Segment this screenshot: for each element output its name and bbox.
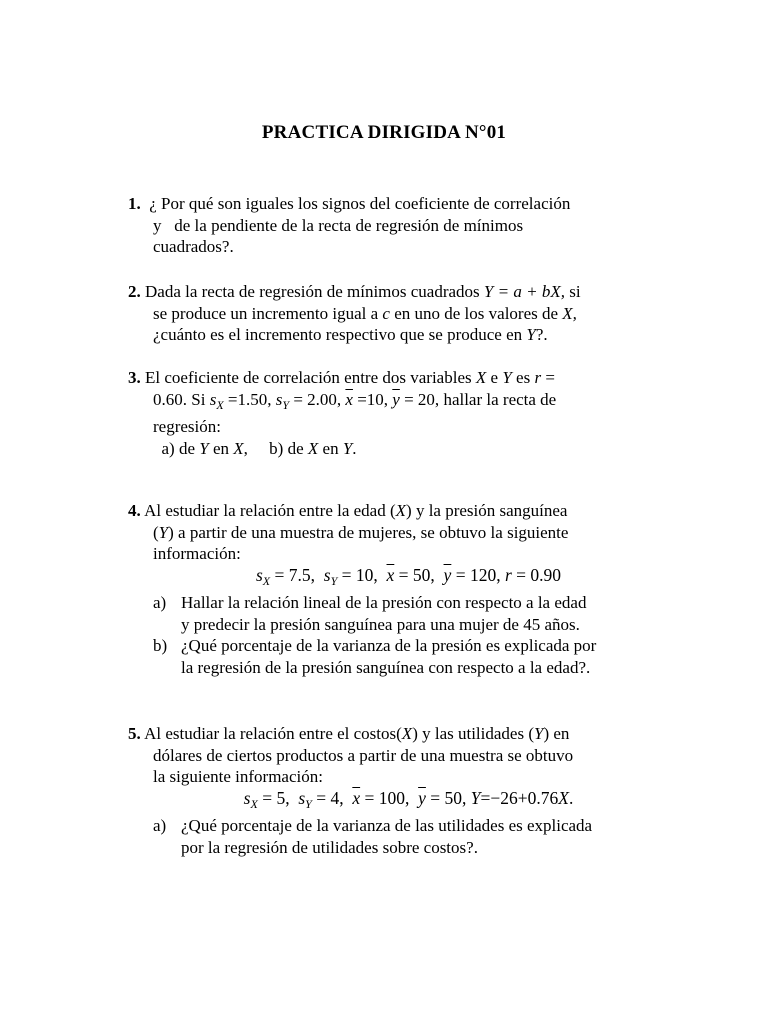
question-5-text — [128, 723, 664, 788]
variable: X — [395, 501, 407, 520]
text-run: . — [568, 787, 574, 808]
question-number: 4. — [128, 501, 141, 520]
text-run: es — [511, 368, 535, 387]
text-run: = 50, — [425, 787, 471, 808]
given-values-formula — [128, 788, 664, 816]
text-run: en uno de los valores de — [389, 303, 563, 323]
variable: X — [475, 368, 487, 387]
text-run: = 4, — [311, 787, 353, 808]
text-run: y predecir la presión sanguínea para una mujer de 45 años. — [181, 614, 580, 634]
text-run: ) en — [543, 724, 570, 743]
text-run: ) a partir de una muestra de mujeres, se obtuvo la siguiente — [168, 522, 569, 542]
text-run: ?. — [535, 325, 548, 344]
sub-item-label: b) — [153, 636, 168, 655]
subscript: Y — [330, 573, 338, 588]
variable: X — [233, 438, 244, 458]
text-run: = 120, — [451, 564, 505, 585]
sub-item-a — [128, 815, 664, 858]
sub-item-text — [181, 592, 664, 635]
text-run: Al estudiar la relación entre la edad ( — [144, 501, 396, 520]
text-run: . — [352, 438, 357, 458]
text-run: hallar la recta de — [439, 389, 557, 409]
question-1-line-1: ¿ Por qué son iguales los signos del coeficiente de correlación — [149, 194, 571, 213]
mean-variable: $\overline{y}$ — [418, 787, 426, 808]
mean-variable: $\overline{y}$ — [392, 389, 400, 409]
question-number: 5. — [128, 724, 141, 743]
text-run: = 0.90 — [511, 564, 562, 585]
variable: s — [323, 564, 331, 585]
text-run: la regresión de la presión sanguínea con respecto a la edad?. — [181, 657, 591, 677]
sub-item-b — [128, 635, 664, 678]
variable: s — [209, 389, 217, 409]
text-run: = — [541, 368, 555, 387]
question-3-text — [128, 367, 664, 459]
variable: r — [534, 368, 542, 387]
text-run: El coeficiente de correlación entre dos variables — [145, 368, 476, 387]
variable: X — [307, 438, 319, 458]
subscript: Y — [282, 397, 290, 412]
question-number: 3. — [128, 368, 141, 387]
text-run: e — [486, 368, 503, 387]
variable: Y — [526, 325, 536, 344]
text-run: Al estudiar la relación entre el costos( — [144, 724, 402, 743]
text-run: la siguiente información: — [153, 767, 323, 786]
text-run: en — [208, 438, 234, 458]
text-run: Dada la recta de regresión de mínimos cuadrados — [145, 282, 484, 301]
page-title: PRACTICA DIRIGIDA N°01 — [261, 122, 507, 143]
question-1-text — [128, 193, 664, 258]
question-1 — [128, 193, 664, 258]
text-run: = 5, — [257, 787, 299, 808]
subscript: X — [216, 397, 224, 412]
text-run: en — [318, 438, 343, 458]
mean-variable: $\overline{x}$ — [352, 787, 361, 808]
text-run: ¿Qué porcentaje de la varianza de las utilidades es explicada — [181, 816, 593, 835]
question-1-line-2: y de la pendiente de la recta de regresión de mínimos — [153, 215, 524, 235]
text-run: ) y la presión sanguínea — [406, 501, 568, 520]
given-values-formula — [128, 565, 664, 593]
variable: r — [504, 564, 512, 585]
variable: Y — [158, 522, 169, 542]
variable: s — [243, 787, 251, 808]
text-run: = 50, — [394, 564, 444, 585]
question-4 — [128, 500, 664, 678]
text-run: = 7.5, — [270, 564, 324, 585]
text-run: información: — [153, 544, 241, 563]
variable: Y — [470, 787, 481, 808]
variable: c — [382, 303, 390, 323]
text-run: se produce un incremento igual a — [153, 303, 383, 323]
text-run: =1.50, — [223, 389, 276, 409]
text-run: ( — [153, 522, 159, 542]
variable: X — [558, 787, 569, 808]
mean-variable: $\overline{y}$ — [443, 564, 452, 585]
text-run: = 2.00, — [289, 389, 346, 409]
question-2 — [128, 281, 664, 346]
text-run: ¿Qué porcentaje de la varianza de la presión es explicada por — [181, 636, 597, 655]
question-2-text — [128, 281, 664, 346]
equation: Y = a + bX, — [483, 282, 565, 301]
sub-item-label: a) — [153, 593, 167, 612]
sub-item-a — [128, 592, 664, 635]
mean-variable: $\overline{x}$ — [386, 564, 395, 585]
text-run: = 100, — [360, 787, 419, 808]
sub-item-label: a) — [153, 816, 167, 835]
variable: Y — [342, 438, 353, 458]
subscript: Y — [305, 796, 312, 811]
text-run: = 20, — [399, 389, 440, 409]
question-number: 1. — [128, 194, 141, 213]
question-3 — [128, 367, 664, 459]
variable: Y — [199, 438, 209, 458]
text-run: a) de — [161, 438, 200, 458]
variable: X, — [562, 303, 577, 323]
variable: s — [255, 564, 263, 585]
text-run: por la regresión de utilidades sobre costos?. — [181, 837, 478, 857]
text-run: , b) de — [243, 438, 308, 458]
variable: s — [275, 389, 283, 409]
variable: Y — [534, 724, 544, 743]
variable: X — [401, 724, 413, 743]
text-run: regresión: — [153, 417, 221, 436]
text-run: = 10, — [337, 564, 387, 585]
question-1-line-3: cuadrados?. — [153, 237, 234, 256]
subscript: X — [250, 796, 258, 811]
text-run: ¿cuánto es el incremento respectivo que se produce en — [153, 325, 527, 344]
question-5 — [128, 723, 664, 858]
mean-variable: $\overline{x}$ — [345, 389, 353, 409]
sub-item-text — [181, 635, 664, 678]
text-run: 0.60. Si — [153, 389, 210, 409]
text-run: si — [564, 282, 581, 301]
text-run: Hallar la relación lineal de la presión con respecto a la edad — [181, 593, 587, 612]
text-run: =10, — [352, 389, 393, 409]
variable: s — [298, 787, 306, 808]
question-number: 2. — [128, 282, 141, 301]
sub-item-text — [181, 815, 664, 858]
variable: Y — [502, 368, 512, 387]
text-run: ) y las utilidades ( — [412, 724, 534, 743]
equation: =−26+0.76 — [480, 787, 559, 808]
subscript: X — [262, 573, 271, 588]
text-run: dólares de ciertos productos a partir de una muestra se obtuvo — [153, 745, 574, 765]
question-4-text — [128, 500, 664, 565]
